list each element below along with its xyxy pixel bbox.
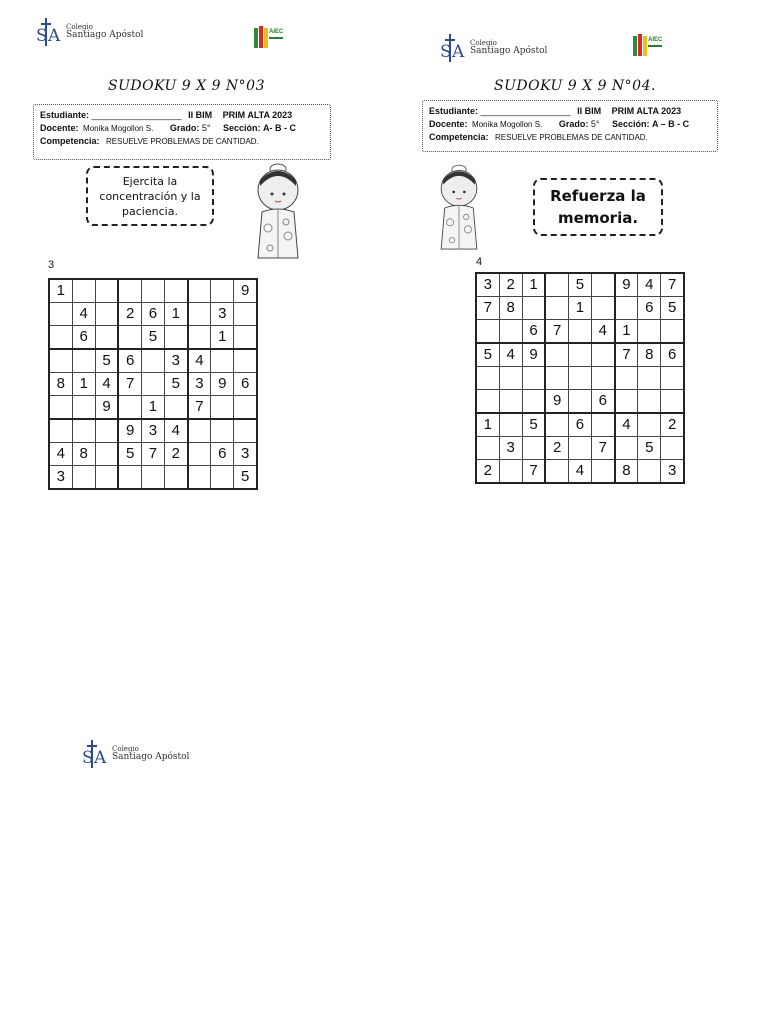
grid-cell[interactable] — [476, 389, 499, 412]
quote-text: Ejercita la concentración y la paciencia. — [99, 174, 201, 218]
grid-cell[interactable]: 3 — [661, 459, 684, 482]
grid-cell[interactable] — [499, 413, 522, 436]
grid-cell[interactable] — [118, 279, 141, 302]
grid-cell[interactable] — [615, 436, 638, 459]
grid-cell[interactable]: 1 — [141, 395, 164, 418]
grid-cell[interactable] — [118, 465, 141, 488]
grid-cell[interactable]: 1 — [522, 273, 545, 296]
grid-cell[interactable] — [615, 296, 638, 319]
grid-cell[interactable] — [165, 395, 188, 418]
grid-cell[interactable] — [499, 366, 522, 389]
school-name: Santiago Apóstol — [66, 29, 144, 40]
grid-cell[interactable]: 8 — [638, 343, 661, 366]
school-line1: Colegio — [112, 744, 139, 753]
grid-cell[interactable]: 3 — [234, 442, 257, 465]
grid-cell[interactable] — [188, 419, 211, 442]
grid-cell[interactable] — [49, 395, 72, 418]
grid-cell[interactable]: 7 — [188, 395, 211, 418]
grid-row — [476, 366, 684, 389]
school-line1: Colegio — [470, 38, 497, 47]
grade-value: 5° — [201, 123, 211, 133]
grid-cell[interactable]: 3 — [141, 419, 164, 442]
grid-cell[interactable]: 6 — [568, 413, 591, 436]
grid-row — [476, 273, 684, 296]
grid-row — [49, 279, 257, 302]
grid-cell[interactable] — [95, 302, 118, 325]
grid-cell[interactable] — [234, 349, 257, 372]
grid-cell[interactable]: 9 — [234, 279, 257, 302]
grid-cell[interactable]: 4 — [188, 349, 211, 372]
grid-row — [49, 395, 257, 418]
grid-cell[interactable] — [638, 459, 661, 482]
grid-cell[interactable]: 6 — [638, 296, 661, 319]
grid-cell[interactable]: 5 — [95, 349, 118, 372]
grid-cell[interactable] — [545, 296, 568, 319]
grid-cell[interactable] — [188, 465, 211, 488]
sudoku-title-left: SUDOKU 9 X 9 N°03 — [108, 78, 265, 94]
grid-cell[interactable] — [545, 459, 568, 482]
grid-cell[interactable]: 6 — [211, 442, 234, 465]
puzzle-number-left: 3 — [48, 259, 55, 271]
grid-cell[interactable]: 4 — [592, 320, 615, 343]
grid-cell[interactable] — [165, 279, 188, 302]
grid-cell[interactable]: 7 — [615, 343, 638, 366]
grid-cell[interactable]: 5 — [476, 343, 499, 366]
grid-cell[interactable] — [638, 413, 661, 436]
grid-cell[interactable] — [234, 326, 257, 349]
grid-cell[interactable] — [234, 419, 257, 442]
grid-cell[interactable]: 9 — [211, 372, 234, 395]
grid-cell[interactable] — [95, 419, 118, 442]
grid-cell[interactable] — [522, 366, 545, 389]
grade-value: 5° — [590, 119, 600, 129]
grid-row — [49, 419, 257, 442]
grid-cell[interactable] — [592, 366, 615, 389]
grid-cell[interactable] — [522, 389, 545, 412]
grid-cell[interactable] — [568, 366, 591, 389]
grid-cell[interactable] — [72, 419, 95, 442]
grid-cell[interactable]: 9 — [118, 419, 141, 442]
bim-label: II BIM — [577, 106, 602, 116]
grid-cell[interactable]: 9 — [522, 343, 545, 366]
grid-cell[interactable] — [211, 419, 234, 442]
grid-cell[interactable] — [95, 465, 118, 488]
grid-row — [476, 296, 684, 319]
student-blank: __________________ — [91, 110, 182, 120]
grid-cell[interactable]: 3 — [476, 273, 499, 296]
grid-cell[interactable] — [141, 349, 164, 372]
grid-cell[interactable]: 7 — [522, 459, 545, 482]
competence-label: Competencia: — [429, 132, 489, 142]
grid-cell[interactable] — [545, 366, 568, 389]
grid-cell[interactable]: 7 — [118, 372, 141, 395]
badge-text: AIEC — [648, 37, 663, 43]
grid-cell[interactable] — [661, 389, 684, 412]
grid-cell[interactable] — [661, 320, 684, 343]
grid-cell[interactable] — [188, 279, 211, 302]
grid-cell[interactable]: 4 — [72, 302, 95, 325]
grid-cell[interactable]: 6 — [522, 320, 545, 343]
section-value: A – B - C — [652, 119, 690, 129]
grid-cell[interactable]: 5 — [661, 296, 684, 319]
grid-cell[interactable] — [72, 465, 95, 488]
grid-cell[interactable]: 2 — [118, 302, 141, 325]
grid-cell[interactable] — [95, 326, 118, 349]
grid-cell[interactable] — [141, 465, 164, 488]
grid-row — [49, 465, 257, 488]
doll-illustration-left-icon — [250, 162, 306, 262]
grid-cell[interactable]: 6 — [72, 326, 95, 349]
grid-cell[interactable] — [661, 436, 684, 459]
grid-cell[interactable]: 1 — [568, 296, 591, 319]
grid-cell[interactable] — [638, 389, 661, 412]
grid-cell[interactable] — [49, 302, 72, 325]
grid-cell[interactable] — [615, 389, 638, 412]
grid-cell[interactable]: 5 — [522, 413, 545, 436]
grid-cell[interactable]: 3 — [188, 372, 211, 395]
grid-row — [476, 320, 684, 343]
grid-cell[interactable] — [476, 320, 499, 343]
grid-cell[interactable]: 4 — [615, 413, 638, 436]
grid-cell[interactable]: 1 — [165, 302, 188, 325]
grid-cell[interactable]: 4 — [95, 372, 118, 395]
grid-cell[interactable]: 4 — [568, 459, 591, 482]
grid-cell[interactable] — [499, 320, 522, 343]
grid-cell[interactable] — [49, 326, 72, 349]
info-box-left — [33, 104, 331, 160]
grid-row — [49, 326, 257, 349]
grid-cell[interactable] — [211, 279, 234, 302]
grid-cell[interactable] — [592, 296, 615, 319]
grid-cell[interactable]: 8 — [499, 296, 522, 319]
grid-row — [476, 389, 684, 412]
grid-cell[interactable] — [592, 273, 615, 296]
school-name: Santiago Apóstol — [112, 751, 190, 762]
grid-cell[interactable]: 4 — [638, 273, 661, 296]
puzzle-number-right: 4 — [476, 256, 483, 268]
grid-cell[interactable] — [95, 279, 118, 302]
grid-cell[interactable]: 2 — [499, 273, 522, 296]
grid-cell[interactable] — [211, 395, 234, 418]
grid-cell[interactable]: 6 — [141, 302, 164, 325]
grid-cell[interactable]: 3 — [49, 465, 72, 488]
grid-cell[interactable] — [545, 273, 568, 296]
school-crest-icon: S A — [82, 740, 108, 768]
grade-label: Grado: — [558, 119, 589, 129]
grid-cell[interactable]: 4 — [165, 419, 188, 442]
grid-cell[interactable]: 1 — [72, 372, 95, 395]
student-label: Estudiante: — [40, 110, 90, 120]
grid-cell[interactable]: 8 — [72, 442, 95, 465]
level-label: PRIM ALTA 2023 — [222, 110, 293, 120]
grid-cell[interactable] — [49, 419, 72, 442]
grid-cell[interactable] — [49, 349, 72, 372]
grid-cell[interactable] — [141, 372, 164, 395]
grid-cell[interactable] — [188, 326, 211, 349]
grid-cell[interactable] — [118, 395, 141, 418]
level-label: PRIM ALTA 2023 — [611, 106, 682, 116]
grid-cell[interactable] — [72, 279, 95, 302]
grid-cell[interactable]: 6 — [118, 349, 141, 372]
grid-cell[interactable]: 8 — [49, 372, 72, 395]
badge-text: AIEC — [269, 29, 284, 35]
competence-label: Competencia: — [40, 136, 100, 146]
grid-cell[interactable]: 5 — [118, 442, 141, 465]
grid-cell[interactable]: 5 — [568, 273, 591, 296]
grid-cell[interactable]: 6 — [661, 343, 684, 366]
grid-cell[interactable]: 9 — [545, 389, 568, 412]
school-logo-right — [440, 34, 547, 62]
doll-illustration-right-icon — [434, 160, 484, 256]
aiec-badge-right — [633, 34, 663, 56]
aiec-badge-left — [254, 26, 284, 48]
grid-row — [49, 349, 257, 372]
grid-row — [49, 442, 257, 465]
school-line1: Colegio — [66, 22, 93, 31]
grid-cell[interactable] — [568, 389, 591, 412]
competence-value: RESUELVE PROBLEMAS DE CANTIDAD. — [106, 137, 259, 146]
section-label: Sección: — [611, 119, 650, 129]
grid-cell[interactable]: 3 — [211, 302, 234, 325]
grid-cell[interactable] — [661, 366, 684, 389]
quote-box-right — [533, 178, 663, 236]
grid-cell[interactable] — [568, 343, 591, 366]
grid-cell[interactable] — [638, 366, 661, 389]
grid-row — [476, 436, 684, 459]
grid-cell[interactable]: 3 — [165, 349, 188, 372]
school-name: Santiago Apóstol — [470, 45, 548, 56]
grid-cell[interactable] — [165, 326, 188, 349]
grid-row — [476, 343, 684, 366]
school-crest-icon: S A — [36, 18, 62, 46]
sudoku-grid-left — [48, 278, 258, 490]
grid-cell[interactable]: 1 — [476, 413, 499, 436]
competence-value: RESUELVE PROBLEMAS DE CANTIDAD. — [495, 133, 648, 142]
grid-cell[interactable] — [234, 395, 257, 418]
info-box-right — [422, 100, 718, 152]
grid-cell[interactable] — [592, 459, 615, 482]
grid-cell[interactable] — [592, 343, 615, 366]
grid-cell[interactable] — [95, 442, 118, 465]
grid-cell[interactable] — [568, 320, 591, 343]
grid-cell[interactable]: 7 — [592, 436, 615, 459]
bim-label: II BIM — [188, 110, 213, 120]
grid-row — [476, 459, 684, 482]
grid-cell[interactable] — [476, 366, 499, 389]
grid-cell[interactable]: 4 — [49, 442, 72, 465]
grid-cell[interactable]: 1 — [211, 326, 234, 349]
grid-cell[interactable] — [499, 389, 522, 412]
grid-cell[interactable]: 2 — [165, 442, 188, 465]
grid-cell[interactable] — [211, 349, 234, 372]
grid-cell[interactable] — [568, 436, 591, 459]
teacher-name: Monika Mogollon S. — [472, 120, 543, 129]
grid-cell[interactable] — [545, 343, 568, 366]
teacher-label: Docente: — [40, 123, 79, 133]
quote-text: Refuerza la memoria. — [550, 187, 646, 227]
grid-cell[interactable]: 2 — [476, 459, 499, 482]
student-label: Estudiante: — [429, 106, 479, 116]
grid-cell[interactable] — [545, 413, 568, 436]
grid-cell[interactable]: 2 — [661, 413, 684, 436]
grid-cell[interactable] — [188, 302, 211, 325]
teacher-name: Monika Mogollon S. — [83, 124, 154, 133]
grid-cell[interactable]: 3 — [499, 436, 522, 459]
grid-cell[interactable]: 9 — [615, 273, 638, 296]
grid-cell[interactable]: 5 — [638, 436, 661, 459]
section-label: Sección: — [222, 123, 261, 133]
school-crest-icon: S A — [440, 34, 466, 62]
grid-cell[interactable]: 6 — [234, 372, 257, 395]
grid-cell[interactable]: 1 — [49, 279, 72, 302]
quote-box-left — [86, 166, 214, 226]
school-logo-bottom — [82, 740, 189, 768]
grid-cell[interactable]: 4 — [499, 343, 522, 366]
grid-cell[interactable] — [522, 436, 545, 459]
grid-cell[interactable]: 7 — [661, 273, 684, 296]
grid-cell[interactable]: 6 — [592, 389, 615, 412]
sudoku-grid-right — [475, 272, 685, 484]
grid-cell[interactable]: 8 — [615, 459, 638, 482]
grade-label: Grado: — [169, 123, 200, 133]
grid-cell[interactable] — [615, 366, 638, 389]
grid-cell[interactable]: 7 — [141, 442, 164, 465]
grid-cell[interactable] — [72, 349, 95, 372]
grid-cell[interactable] — [499, 459, 522, 482]
grid-cell[interactable] — [141, 279, 164, 302]
grid-cell[interactable]: 5 — [234, 465, 257, 488]
grid-cell[interactable] — [476, 436, 499, 459]
grid-cell[interactable]: 9 — [95, 395, 118, 418]
grid-cell[interactable]: 7 — [545, 320, 568, 343]
grid-row — [476, 413, 684, 436]
grid-cell[interactable] — [188, 442, 211, 465]
school-logo-left — [36, 18, 143, 46]
grid-cell[interactable]: 5 — [165, 372, 188, 395]
grid-cell[interactable]: 7 — [476, 296, 499, 319]
sudoku-title-right: SUDOKU 9 X 9 N°04. — [494, 78, 656, 94]
section-value: A- B - C — [263, 123, 296, 133]
teacher-label: Docente: — [429, 119, 468, 129]
grid-cell[interactable] — [638, 320, 661, 343]
grid-cell[interactable] — [165, 465, 188, 488]
grid-cell[interactable] — [211, 465, 234, 488]
grid-cell[interactable] — [592, 413, 615, 436]
grid-cell[interactable] — [234, 302, 257, 325]
grid-cell[interactable] — [72, 395, 95, 418]
student-blank: __________________ — [480, 106, 571, 116]
grid-cell[interactable] — [522, 296, 545, 319]
grid-row — [49, 372, 257, 395]
grid-cell[interactable] — [118, 326, 141, 349]
grid-cell[interactable]: 2 — [545, 436, 568, 459]
grid-cell[interactable]: 5 — [141, 326, 164, 349]
grid-row — [49, 302, 257, 325]
grid-cell[interactable]: 1 — [615, 320, 638, 343]
